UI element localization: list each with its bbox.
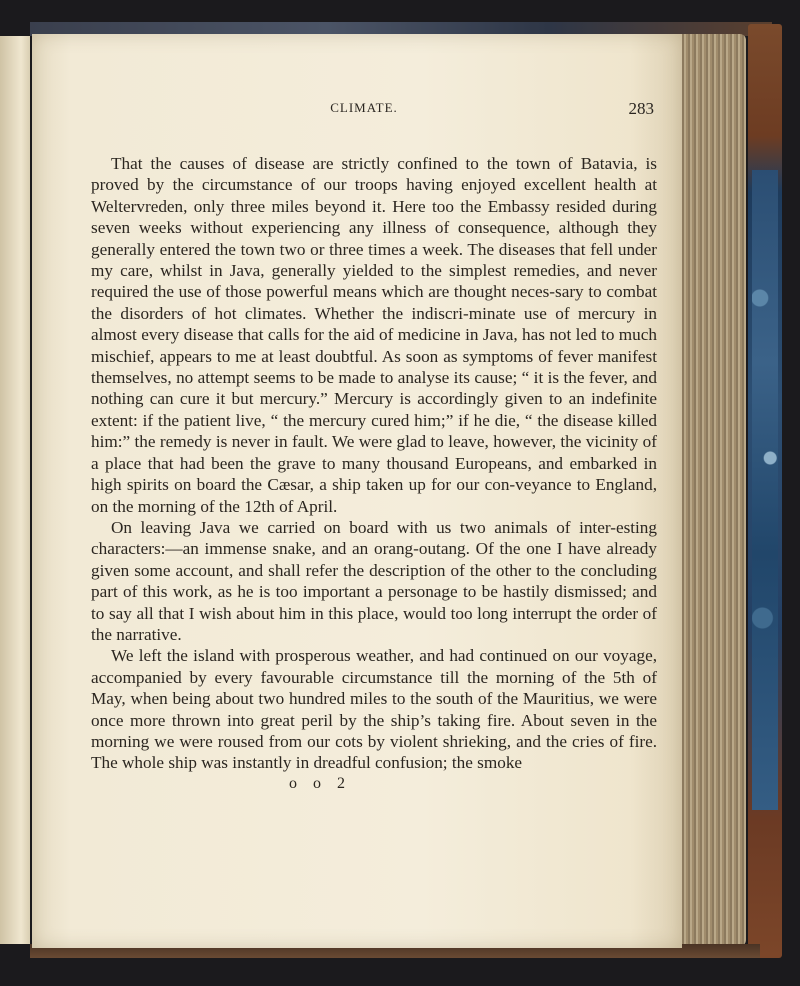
paragraph-1: That the causes of disease are strictly confined to the town of Batavia, is proved by the circumstance of our troops having enjoyed excellent health at Weltervreden, only three miles beyond it. Here too the Embassy resided during seven weeks without experiencing any illness of consequence, although they generally entered the town two or three times a week. The diseases that fell under my care, whilst in Java, generally yielded to the simplest remedies, and never required the use of those powerful means which are thought neces-sary to combat the disorders of hot climates. Whether the indiscri-minate use of mercury in almost every disease that calls for the aid of medicine in Java, has not led to much mischief, appears to me at least doubtful. As soon as symptoms of fever manifest themselves, no attempt seems to be made to analyse its cause; “ it is the fever, and nothing can cure it but mercury.” Mercury is accordingly given to an indefinite extent: if the patient live, “ the mercury cured him;” if he die, “ the disease killed him:” the remedy is never in fault. We were glad to leave, however, the vicinity of a place that had been the grave to many thousand Europeans, and embarked in high spirits on board the Cæsar, a ship taken up for our con-veyance to England, on the morning of the 12th of April. (91, 154, 657, 516)
page-edges (676, 34, 746, 946)
body-text (91, 153, 657, 774)
page-number: 283 (628, 99, 654, 118)
facing-page-edge (0, 36, 30, 944)
paragraph-2: On leaving Java we carried on board with us two animals of inter-esting characters:—an immense snake, and an orang-outang. Of the one I have already given some account, and shall refer the description of the other to the concluding part of this work, as he is too important a personage to be hastily dismissed; and to say all that I wish about him in this place, would too long interrupt the order of the narrative. (91, 517, 657, 644)
running-head-title: CLIMATE. (330, 100, 398, 115)
running-head (74, 100, 654, 122)
marbled-endpaper (752, 170, 778, 810)
signature-mark: o o 2 (289, 775, 351, 792)
paragraph-3: We left the island with prosperous weather, and had continued on our voyage, accompanied by every favourable circumstance till the morning of the 5th of May, when being about two hundred miles to the south of the Mauritius, we were once more thrown into great peril by the ship’s taking fire. About seven in the morning we were roused from our cots by violent shrieking, and the cries of fire. The whole ship was instantly in dreadful confusion; the smoke (91, 646, 657, 773)
